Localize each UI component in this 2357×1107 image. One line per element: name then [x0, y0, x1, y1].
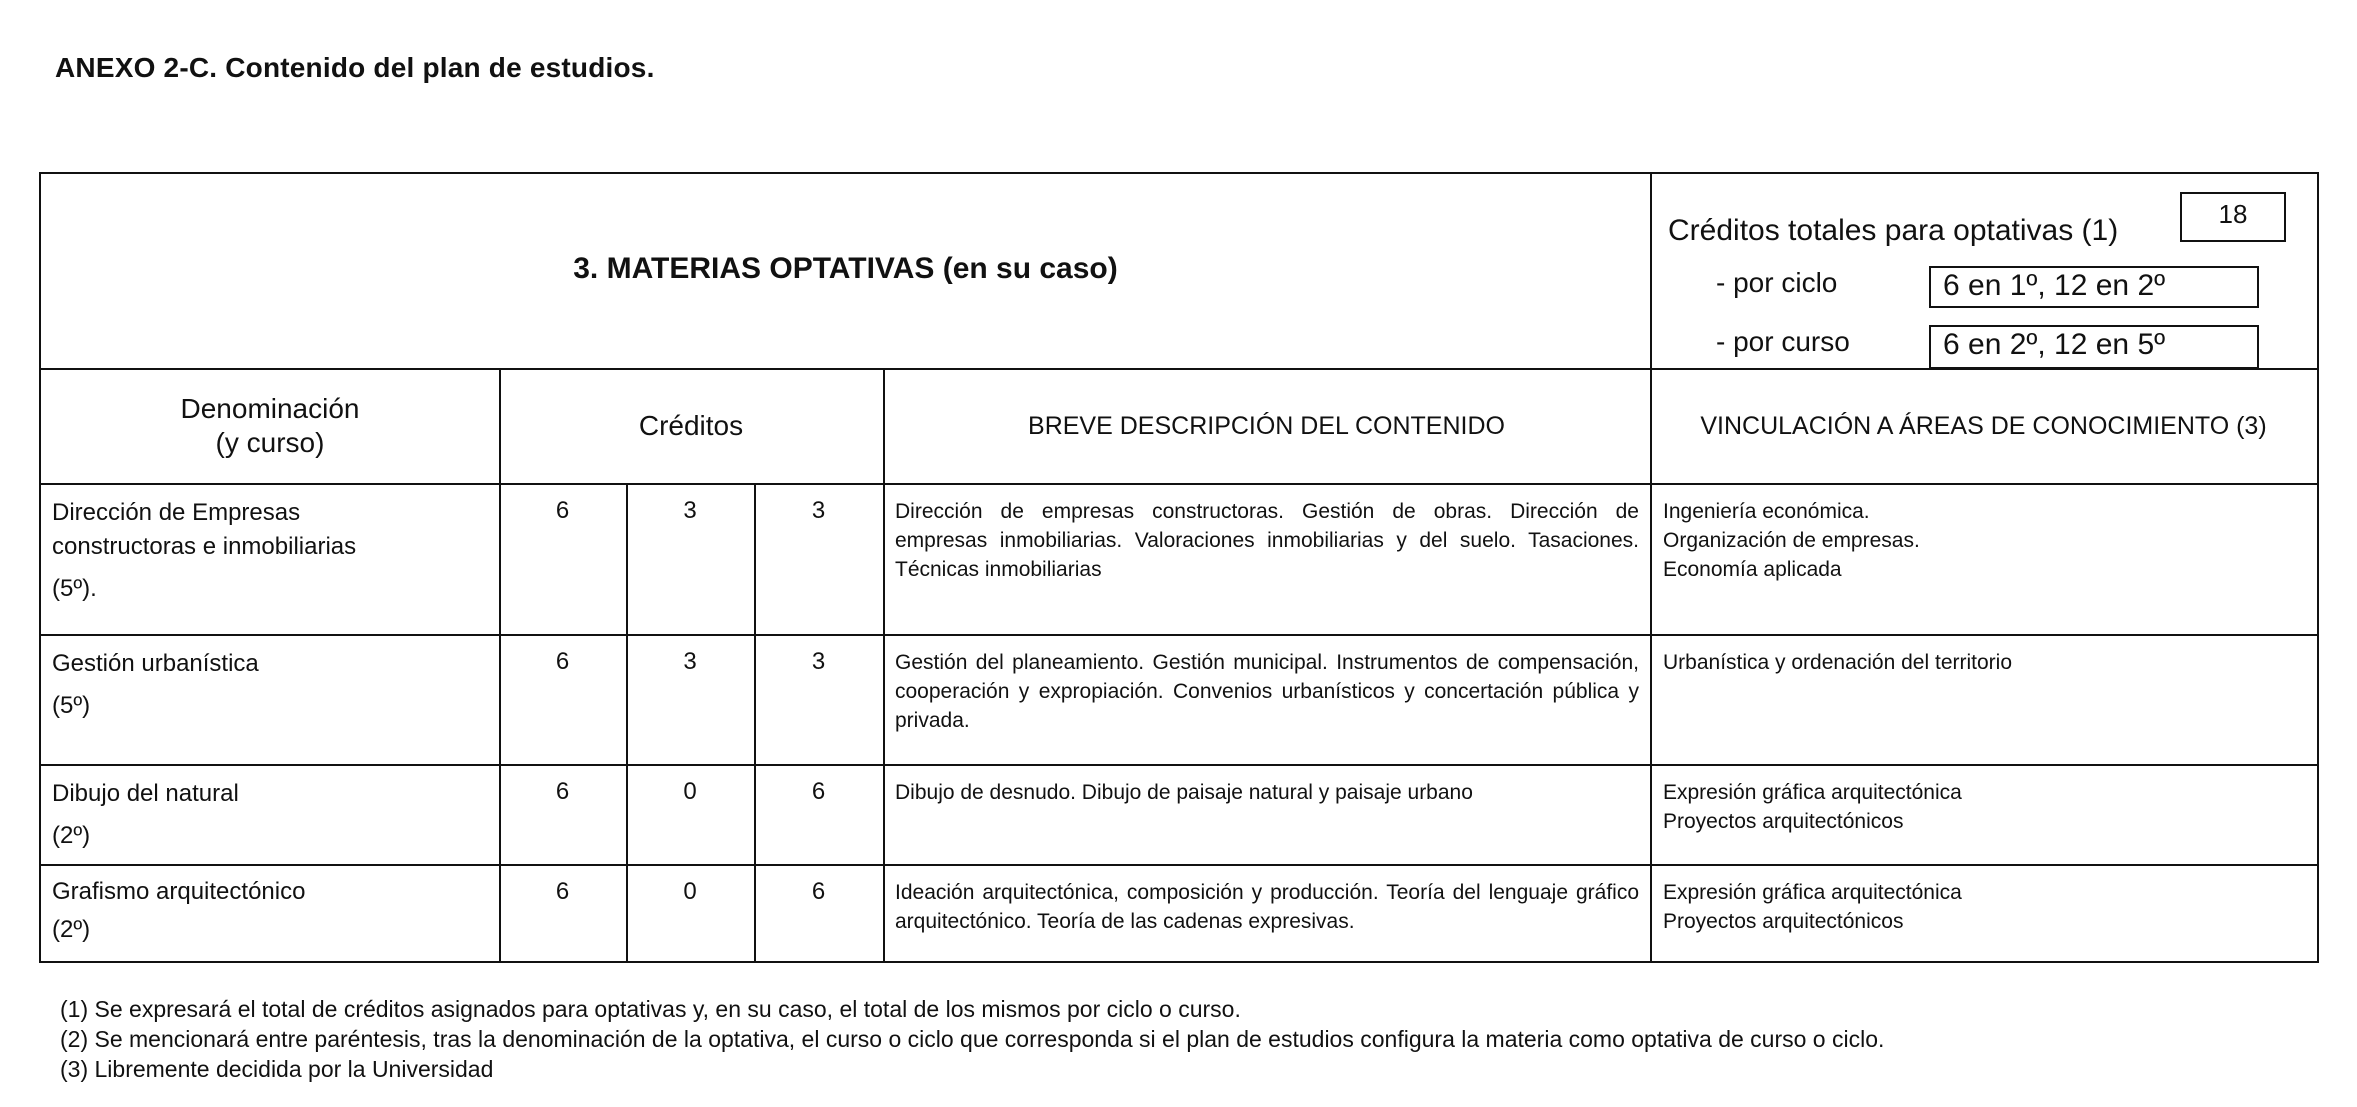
footnotes [60, 994, 1884, 1084]
row-1-name-line2: constructoras e inmobiliarias [52, 533, 357, 560]
row-3-name [52, 777, 492, 853]
row-4-name [52, 875, 492, 947]
row-1-description: Dirección de empresas constructoras. Gestión de obras. Dirección de empresas inmobiliarias. Valoraciones inmobiliarias y del suelo. Tasaciones. Técnicas inmobiliarias [895, 500, 1639, 581]
document-title: ANEXO 2-C. Contenido del plan de estudios. [55, 52, 655, 83]
section-title: 3. MATERIAS OPTATIVAS (en su caso) [573, 252, 1118, 285]
row-3-areas [1663, 778, 1962, 836]
row-2-name [52, 647, 492, 723]
footnote-2: (2) Se mencionará entre paréntesis, tras la denominación de la optativa, el curso o ciclo que corresponda si el plan de estudios configura la materia como optativa de curso o ciclo. [60, 1026, 1885, 1052]
row-1-area-2: Organización de empresas. [1663, 529, 1920, 552]
credits-total-value: 18 [2180, 192, 2286, 242]
divider-columns-bottom [41, 483, 2317, 485]
divider-row-1 [41, 634, 2317, 636]
header-denominacion-line1: Denominación [180, 393, 360, 424]
row-3-name-line1: Dibujo del natural [52, 780, 239, 807]
footnote-3: (3) Libremente decidida por la Universidad [60, 1056, 494, 1082]
divider-col-description [1650, 174, 1652, 961]
row-1-area-1: Ingeniería económica. [1663, 500, 1870, 523]
row-1-credits-practicos: 3 [811, 497, 826, 524]
row-2-credits-total: 6 [555, 648, 570, 675]
row-1-credits-total: 6 [555, 497, 570, 524]
row-4-areas [1663, 878, 1962, 936]
row-1-credits-teoricos: 3 [683, 497, 697, 524]
row-4-area-1: Expresión gráfica arquitectónica [1663, 881, 1962, 904]
header-creditos: Créditos [638, 410, 744, 441]
por-curso-label: - por curso [1716, 326, 1850, 357]
row-1-areas [1663, 497, 1920, 584]
row-2-description: Gestión del planeamiento. Gestión municipal. Instrumentos de compensación, cooperación y expropiación. Convenios urbanísticos y concertación pública y privada. [895, 651, 1639, 732]
row-4-name-line1: Grafismo arquitectónico [52, 878, 306, 905]
row-4-description: Ideación arquitectónica, composición y producción. Teoría del lenguaje gráfico arquitectónico. Teoría de las cadenas expresivas. [895, 881, 1639, 933]
row-2-credits-teoricos: 3 [683, 648, 697, 675]
row-2-credits-practicos: 3 [811, 648, 826, 675]
row-3-description: Dibujo de desnudo. Dibujo de paisaje natural y paisaje urbano [895, 781, 1473, 804]
divider-row-3 [41, 864, 2317, 866]
row-3-course: (2º) [52, 822, 91, 849]
header-descripcion: BREVE DESCRIPCIÓN DEL CONTENIDO [1028, 412, 1505, 440]
row-2-area-1: Urbanística y ordenación del territorio [1663, 651, 2013, 674]
row-2-name-line1: Gestión urbanística [52, 650, 259, 677]
row-4-course: (2º) [52, 916, 91, 943]
row-2-areas [1663, 648, 2012, 677]
row-4-credits-practicos: 6 [811, 878, 826, 905]
optional-subjects-table [39, 172, 2319, 963]
header-vinculacion: VINCULACIÓN A ÁREAS DE CONOCIMIENTO (3) [1700, 412, 2267, 440]
row-1-area-3: Economía aplicada [1663, 558, 1842, 581]
divider-col-credits-end [883, 368, 885, 961]
row-1-course: (5º). [52, 575, 97, 602]
row-2-course: (5º) [52, 692, 91, 719]
header-denominacion [41, 392, 499, 460]
por-ciclo-value: 6 en 1º, 12 en 2º [1929, 266, 2259, 308]
row-3-credits-total: 6 [555, 778, 570, 805]
row-4-credits-total: 6 [555, 878, 570, 905]
row-1-name [52, 496, 492, 606]
header-denominacion-line2: (y curso) [215, 427, 325, 458]
credits-total-label: Créditos totales para optativas (1) [1668, 214, 2119, 247]
row-3-area-1: Expresión gráfica arquitectónica [1663, 781, 1962, 804]
row-4-area-2: Proyectos arquitectónicos [1663, 910, 1904, 933]
row-3-area-2: Proyectos arquitectónicos [1663, 810, 1904, 833]
row-3-credits-practicos: 6 [811, 778, 826, 805]
footnote-1: (1) Se expresará el total de créditos asignados para optativas y, en su caso, el total de los mismos por ciclo o curso. [60, 996, 1241, 1022]
divider-row-2 [41, 764, 2317, 766]
row-3-credits-teoricos: 0 [683, 778, 697, 805]
row-4-credits-teoricos: 0 [683, 878, 697, 905]
row-1-name-line1: Dirección de Empresas [52, 499, 301, 526]
por-ciclo-label: - por ciclo [1716, 267, 1838, 298]
por-curso-value: 6 en 2º, 12 en 5º [1929, 325, 2259, 369]
